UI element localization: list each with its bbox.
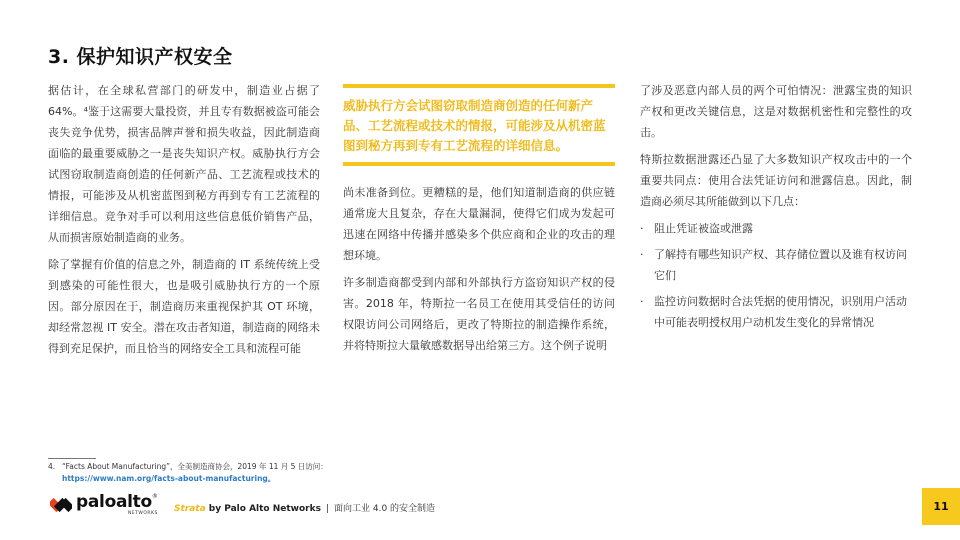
paragraph: 特斯拉数据泄露还凸显了大多数知识产权攻击中的一个重要共同点：使用合法凭证访问和泄露信息。因此，制造商必须尽其所能做到以下几点： [640,153,912,208]
footnote-divider [48,458,96,459]
list-item-text: 了解持有哪些知识产权、其存储位置以及谁有权访问它们 [654,248,907,282]
bullet-icon: · [640,248,644,261]
paloalto-logo [50,494,158,517]
section-title: 3. 保护知识产权安全 [48,46,233,68]
strata-brand: Strata [174,504,206,514]
footnote-number: 4. [48,462,56,471]
document-title: 面向工业 4.0 的安全制造 [334,504,436,514]
footer-separator: | [325,504,330,514]
pull-quote: 威胁执行方会试图窃取制造商创造的任何新产品、工艺流程或技术的情报，可能涉及从机密蓝图到秘方再到专有工艺流程的详细信息。 [343,84,615,166]
paragraph: 据估计，在全球私营部门的研发中，制造业占据了 64%。⁴鉴于这需要大量投资，并且专有数据被盗可能会丧失竞争优势，损害品牌声誉和损失收益，因此制造商面临的最重要威胁之一是丧失知识产权。威胁执行方会试图窃取制造商创造的任何新产品、工艺流程或技术的情报，可能涉及从机密蓝图到秘方再到专有工艺流程的详细信息。竞争对手可以利用这些信息低价销售产品，从而损害原始制造商的业务。 [48,84,320,244]
footer-caption [174,501,435,514]
page-number: 11 [922,488,960,525]
footnote-text: “Facts About Manufacturing”，全美制造商协会，2019 年 11 月 5 日访问： [62,462,328,471]
column-right [640,80,912,338]
logo-subtitle: NETWORKS [127,511,158,516]
paragraph: 除了掌握有价值的信息之外，制造商的 IT 系统传统上受到感染的可能性很大，也是吸引威胁执行方的一个原因。部分原因在于，制造商历来重视保护其 OT 环境，却经常忽视 IT 安全。潜在攻击者知道，制造商的网络未得到充足保护，而且恰当的网络安全工具和流程可能 [48,258,320,355]
logo-wordmark: paloalto [76,492,152,512]
bullet-icon: · [640,295,644,308]
list-item [640,291,912,333]
footnote-link[interactable]: https://www.nam.org/facts-about-manufacturing [62,474,268,483]
paragraph: 尚未准备到位。更糟糕的是，他们知道制造商的供应链通常庞大且复杂，存在大量漏洞，使得它们成为发起可迅速在网络中传播并感染多个供应商和企业的攻击的理想环境。 [343,186,615,262]
list-item [640,218,912,239]
column-middle [343,182,615,362]
list-item [640,244,912,286]
column-left [48,80,320,365]
footnote-link-suffix: 。 [267,474,276,483]
bullet-list [640,218,912,333]
list-item-text: 阻止凭证被盗或泄露 [654,222,753,235]
paragraph: 许多制造商都受到内部和外部执行方盗窃知识产权的侵害。2018 年，特斯拉一名员工在使用其受信任的访问权限访问公司网络后，更改了特斯拉的制造操作系统，并将特斯拉大量敏感数据导出给第三方。这个例子说明 [343,276,615,352]
paragraph: 了涉及恶意内部人员的两个可怕情况：泄露宝贵的知识产权和更改关键信息，这是对数据机密性和完整性的攻击。 [640,84,912,139]
logo-registered-mark: ® [151,493,158,500]
list-item-text: 监控访问数据时合法凭据的使用情况，识别用户活动中可能表明授权用户动机发生变化的异常情况 [654,295,907,329]
bullet-icon: · [640,222,644,235]
footnote [48,461,548,485]
paloalto-logo-icon [50,494,72,516]
brand-by: by Palo Alto Networks [205,504,321,514]
